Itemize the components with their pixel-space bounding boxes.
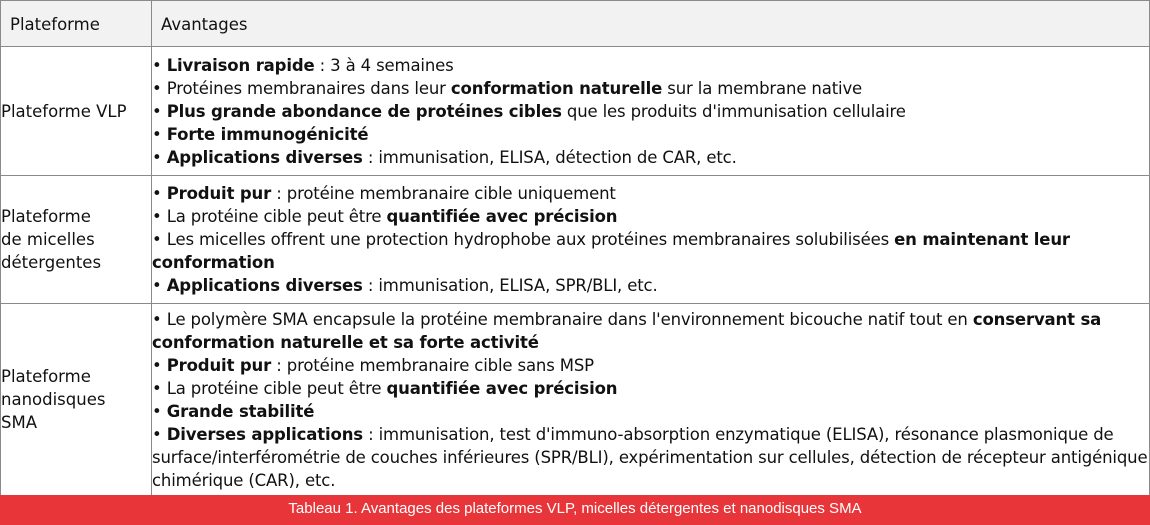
platform-label-line: Plateforme VLP — [1, 101, 127, 121]
advantage-item — [152, 100, 1149, 123]
bullet-icon: • — [152, 309, 167, 329]
advantage-item — [152, 400, 1149, 423]
advantage-item — [152, 77, 1149, 100]
advantage-highlight: Applications diverses — [166, 147, 363, 167]
advantages-cell — [152, 47, 1150, 176]
advantage-text: sur la membrane native — [662, 78, 863, 98]
table-caption: Tableau 1. Avantages des plateformes VLP, micelles détergentes et nanodisques SMA — [0, 495, 1150, 525]
bullet-icon: • — [152, 78, 167, 98]
header-plateforme: Plateforme — [1, 1, 152, 47]
advantages-cell — [152, 304, 1150, 496]
advantages-cell — [152, 176, 1150, 304]
bullet-icon: • — [152, 424, 167, 444]
platform-label-line: Plateforme — [1, 207, 91, 226]
platform-cell — [1, 47, 152, 176]
advantage-item — [152, 354, 1149, 377]
bullet-icon: • — [152, 55, 167, 75]
table-row — [1, 176, 1150, 304]
platform-label-line: Plateforme — [1, 367, 91, 386]
advantage-text: : immunisation, ELISA, détection de CAR, etc. — [362, 147, 737, 167]
bullet-icon: • — [152, 124, 167, 144]
platform-label-line: SMA — [1, 413, 37, 432]
platform-label-line: nanodisques — [1, 390, 106, 409]
advantage-item — [152, 182, 1149, 205]
bullet-icon: • — [152, 147, 167, 167]
advantage-text: : protéine membranaire cible sans MSP — [271, 355, 594, 375]
advantage-item — [152, 308, 1149, 354]
advantage-item — [152, 205, 1149, 228]
advantage-highlight: Applications diverses — [166, 276, 363, 295]
table-row — [1, 304, 1150, 496]
header-avantages: Avantages — [152, 1, 1150, 47]
advantage-item — [152, 274, 1149, 297]
advantage-item — [152, 146, 1149, 169]
bullet-icon: • — [152, 101, 167, 121]
advantage-text: La protéine cible peut être — [166, 207, 387, 226]
advantage-text: que les produits d'immunisation cellulaire — [561, 101, 906, 121]
advantage-highlight: Plus grande abondance de protéines cibles — [166, 101, 562, 121]
advantage-text: : 3 à 4 semaines — [314, 55, 454, 75]
table-row — [1, 47, 1150, 176]
platform-label-line: de micelles — [1, 230, 95, 249]
bullet-icon: • — [152, 276, 167, 295]
advantage-text: Protéines membranaires dans leur — [166, 78, 451, 98]
bullet-icon: • — [152, 378, 167, 398]
advantage-highlight: Produit pur — [166, 355, 272, 375]
advantage-item — [152, 423, 1149, 492]
advantage-highlight: Grande stabilité — [166, 401, 315, 421]
advantage-highlight: Livraison rapide — [166, 55, 315, 75]
advantage-text: La protéine cible peut être — [166, 378, 387, 398]
advantage-text: : immunisation, test d'immuno-absorption enzymatique (ELISA), résonance plasmonique de surface/interférométrie de couches inférieures (SPR/BLI), expérimentation sur cellules, détection de récepteur antigénique chimérique (CAR), etc. — [152, 424, 1148, 490]
advantage-highlight: quantifiée avec précision — [386, 207, 618, 226]
bullet-icon: • — [152, 401, 167, 421]
advantage-text: : immunisation, ELISA, SPR/BLI, etc. — [362, 276, 658, 295]
platform-cell — [1, 304, 152, 496]
platform-label-line: détergentes — [1, 253, 102, 272]
advantage-item — [152, 54, 1149, 77]
advantage-highlight: Forte immunogénicité — [166, 124, 369, 144]
advantage-highlight: conformation naturelle — [450, 78, 663, 98]
advantage-text: : protéine membranaire cible uniquement — [271, 184, 616, 203]
bullet-icon: • — [152, 184, 167, 203]
advantage-highlight: Produit pur — [166, 184, 272, 203]
platform-cell — [1, 176, 152, 304]
advantage-item — [152, 123, 1149, 146]
advantage-text: Les micelles offrent une protection hydrophobe aux protéines membranaires solubilisées — [166, 230, 895, 249]
advantage-item — [152, 377, 1149, 400]
advantage-highlight: en maintenant leur conformation — [152, 230, 1070, 272]
advantage-text: Le polymère SMA encapsule la protéine membranaire dans l'environnement bicouche natif tout en — [166, 309, 973, 329]
bullet-icon: • — [152, 355, 167, 375]
advantage-highlight: conservant sa conformation naturelle et sa forte activité — [152, 309, 1102, 352]
advantage-highlight: quantifiée avec précision — [386, 378, 618, 398]
bullet-icon: • — [152, 207, 167, 226]
advantage-highlight: Diverses applications — [166, 424, 363, 444]
table-header-row — [1, 1, 1150, 47]
advantage-item — [152, 228, 1149, 274]
bullet-icon: • — [152, 230, 167, 249]
